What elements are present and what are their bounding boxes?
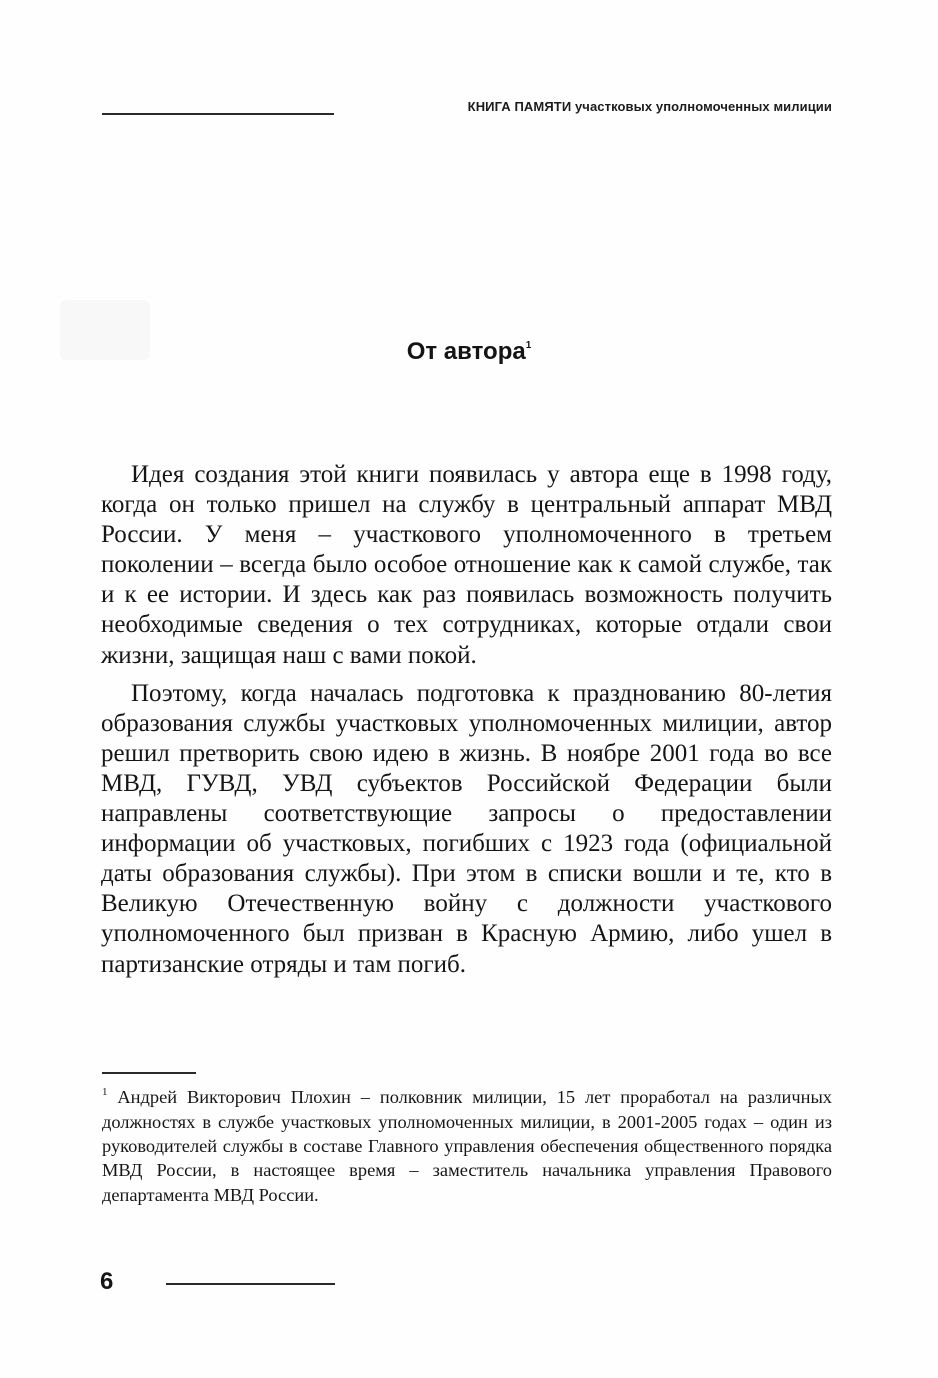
running-head-bold: КНИГА ПАМЯТИ bbox=[467, 99, 572, 114]
paragraph: Поэтому, когда началась подготовка к празднованию 80-летия образования службы участковых уполномоченных милиции, автор решил претворить свою идею в жизнь. В ноябре 2001 года во все МВД, ГУВД, УВД субъектов Российской Федерации были направлены соответствующие запросы о предоставлении информации об участковых, погибших с 1923 года (официальной даты образования службы). При этом в списки вошли и те, кто в Великую Отечественную войну с должности участкового уполномоченного был призван в Красную Армию, либо ушел в партизанские отряды и там погиб. bbox=[101, 679, 832, 978]
chapter-title bbox=[0, 338, 938, 366]
running-head bbox=[468, 99, 832, 114]
body-text bbox=[101, 460, 832, 988]
footnote-text: Андрей Викторович Плохин – полковник милиции, 15 лет проработал на различных должностях в службе участковых уполномоченных милиции, в 2001-2005 годах – один из руководителей службы в составе Главного управления обеспечения общественного порядка МВД России, в настоящее время – заместитель начальника управления Правового департамента МВД России. bbox=[102, 1087, 832, 1205]
footer-rule bbox=[166, 1283, 335, 1285]
footnote-mark: 1 bbox=[102, 1086, 108, 1098]
paragraph: Идея создания этой книги появилась у автора еще в 1998 году, когда он только пришел на службу в центральный аппарат МВД России. У меня – участкового уполномоченного в третьем поколении – всегда было особое отношение как к самой службе, так и к ее истории. И здесь как раз появилась возможность получить необходимые сведения о тех сотрудниках, которые отдали свои жизни, защищая наш с вами покой. bbox=[101, 461, 832, 669]
chapter-title-text: От автора bbox=[406, 338, 526, 365]
running-head-rest: участковых уполномоченных милиции bbox=[571, 99, 832, 114]
header-rule bbox=[102, 113, 334, 115]
footnote-rule bbox=[102, 1072, 196, 1074]
chapter-footnote-mark: 1 bbox=[525, 340, 532, 351]
footnote bbox=[102, 1081, 832, 1207]
page-number: 6 bbox=[100, 1268, 114, 1295]
